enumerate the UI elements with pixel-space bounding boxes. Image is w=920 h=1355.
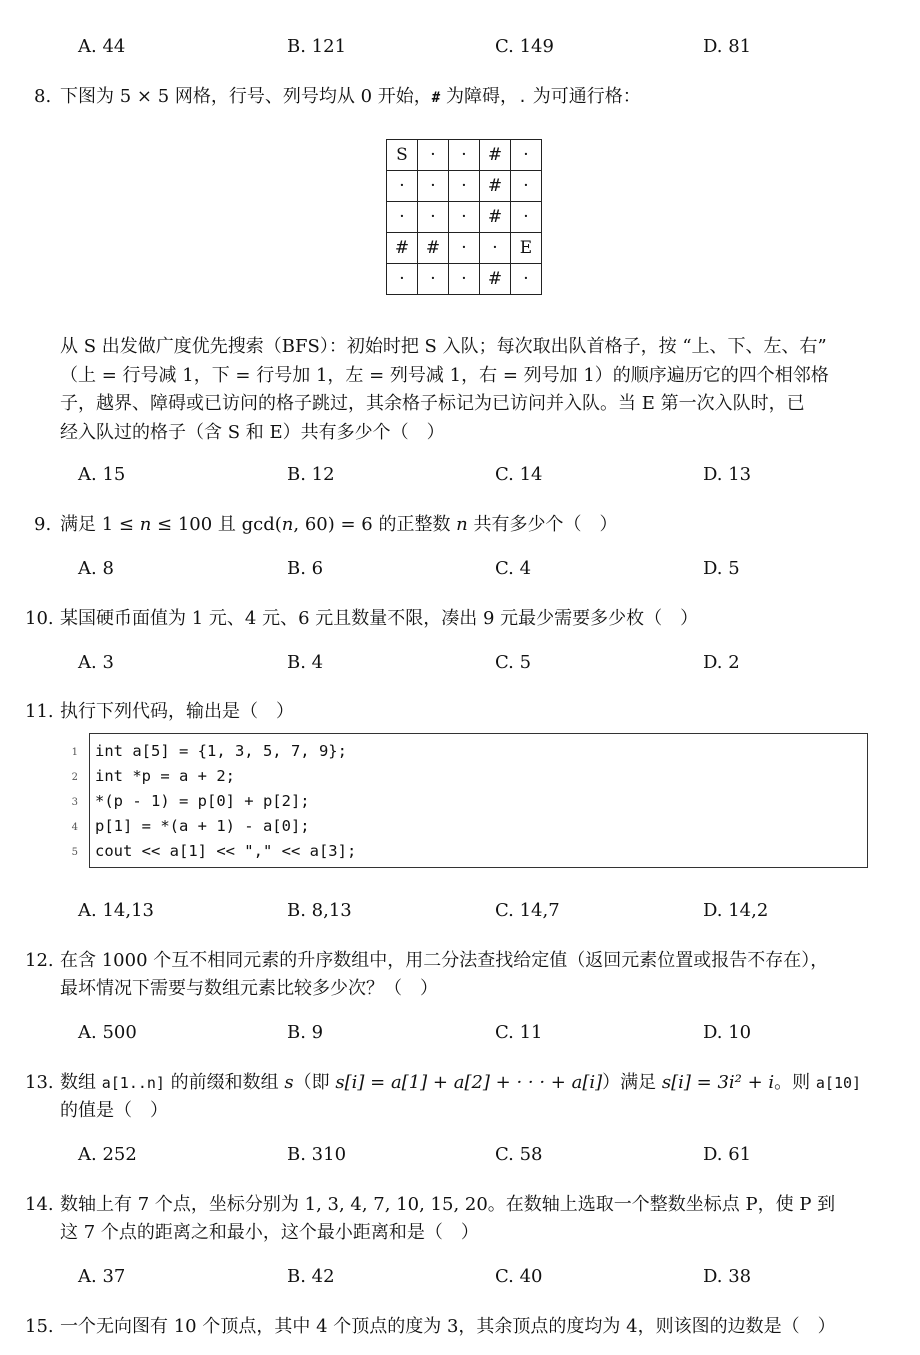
q10-option-a[interactable]: A. 3 [78, 652, 114, 673]
grid-cell: · [387, 171, 418, 202]
grid-cell: · [511, 202, 542, 233]
q13-var-s: s [284, 1072, 294, 1093]
q10-option-c[interactable]: C. 5 [495, 652, 532, 673]
grid-row [387, 171, 542, 202]
q13-code-a10: a[10] [815, 1074, 862, 1092]
q8-intro-dot: . [517, 88, 527, 106]
grid-cell: · [511, 171, 542, 202]
q12-option-d[interactable]: D. 10 [703, 1022, 752, 1043]
q8-option-d[interactable]: D. 13 [703, 464, 752, 485]
q13-code-array: a[1..n] [101, 1074, 165, 1092]
q13-number: 13. [25, 1072, 54, 1093]
q13-formula-prefix-sum: s[i] = a[1] + a[2] + · · · + a[i] [335, 1072, 603, 1093]
q9-text-b: ≤ 100 且 gcd( [151, 514, 282, 535]
q9-option-a[interactable]: A. 8 [78, 558, 114, 579]
q8-option-a[interactable]: A. 15 [78, 464, 126, 485]
q14-number: 14. [25, 1194, 54, 1215]
q11-option-d[interactable]: D. 14,2 [703, 900, 769, 921]
q8-option-c[interactable]: C. 14 [495, 464, 543, 485]
q13-question-line-1 [60, 1074, 861, 1092]
q8-intro-text-c: 为可通行格： [526, 86, 641, 107]
q13-text-c: （即 [293, 1072, 336, 1093]
grid-cell: # [387, 233, 418, 264]
code-line: p[1] = *(a + 1) - a[0]; [95, 817, 310, 835]
grid-row [387, 202, 542, 233]
grid-cell: · [387, 202, 418, 233]
grid-cell: # [480, 202, 511, 233]
q11-number: 11. [25, 701, 54, 722]
code-line: cout << a[1] << "," << a[3]; [95, 842, 357, 860]
q9-option-d[interactable]: D. 5 [703, 558, 740, 579]
grid-row [387, 264, 542, 295]
q10-number: 10. [25, 608, 54, 629]
q13-option-c[interactable]: C. 58 [495, 1144, 543, 1165]
q10-question: 某国硬币面值为 1 元、4 元、6 元且数量不限，凑出 9 元最少需要多少枚（ ） [60, 608, 699, 629]
q11-option-c[interactable]: C. 14,7 [495, 900, 560, 921]
code-line: int a[5] = {1, 3, 5, 7, 9}; [95, 742, 347, 760]
grid-cell: · [418, 171, 449, 202]
q9-var-n: n [456, 514, 468, 535]
q13-option-a[interactable]: A. 252 [78, 1144, 137, 1165]
q13-text-d: ）满足 [602, 1072, 662, 1093]
q14-question-line-1: 数轴上有 7 个点，坐标分别为 1, 3, 4, 7, 10, 15, 20。在数轴上选取一个整数坐标点 P，使 P 到 [60, 1194, 836, 1215]
q13-question-line-2: 的值是（ ） [60, 1100, 168, 1121]
grid-cell: S [387, 140, 418, 171]
q11-question: 执行下列代码，输出是（ ） [60, 701, 294, 722]
q15-number: 15. [25, 1316, 54, 1337]
q13-text-b: 的前缀和数组 [164, 1072, 285, 1093]
grid-cell: # [480, 264, 511, 295]
grid-cell: · [449, 140, 480, 171]
grid-cell: · [511, 140, 542, 171]
q13-text-a: 数组 [60, 1072, 102, 1093]
q7-option-a[interactable]: A. 44 [78, 36, 126, 57]
q8-intro-hash: # [431, 90, 441, 106]
grid-cell: E [511, 233, 542, 264]
bfs-grid [386, 139, 542, 295]
q9-text-c: , 60) = 6 的正整数 [293, 514, 457, 535]
code-line-number: 5 [71, 847, 78, 858]
q8-intro-text-b: 为障碍， [440, 86, 518, 107]
q8-option-b[interactable]: B. 12 [287, 464, 335, 485]
grid-row [387, 140, 542, 171]
q8-intro-text-a: 下图为 5 × 5 网格，行号、列号均从 0 开始， [60, 86, 432, 107]
q12-question-line-2: 最坏情况下需要与数组元素比较多少次？（ ） [60, 978, 438, 999]
grid-cell: · [449, 264, 480, 295]
grid-cell: · [418, 202, 449, 233]
q13-option-d[interactable]: D. 61 [703, 1144, 752, 1165]
q11-option-b[interactable]: B. 8,13 [287, 900, 352, 921]
q8-paragraph-line-1: 从 S 出发做广度优先搜索（BFS）：初始时把 S 入队；每次取出队首格子，按 “上、下、左、右” [60, 336, 827, 357]
grid-cell: · [511, 264, 542, 295]
q10-option-b[interactable]: B. 4 [287, 652, 324, 673]
q12-option-c[interactable]: C. 11 [495, 1022, 543, 1043]
code-line: int *p = a + 2; [95, 767, 235, 785]
q7-option-d[interactable]: D. 81 [703, 36, 752, 57]
q12-number: 12. [25, 950, 54, 971]
q10-option-d[interactable]: D. 2 [703, 652, 740, 673]
q15-question: 一个无向图有 10 个顶点，其中 4 个顶点的度为 3，其余顶点的度均为 4，则该图的边数是（ ） [60, 1316, 836, 1337]
q12-question-line-1: 在含 1000 个互不相同元素的升序数组中，用二分法查找给定值（返回元素位置或报告不存在）， [60, 950, 829, 971]
q9-var-n: n [139, 514, 152, 535]
q9-question [60, 516, 618, 534]
q8-paragraph-line-2: （上 = 行号减 1，下 = 行号加 1，左 = 列号减 1，右 = 列号加 1）的顺序遍历它的四个相邻格 [60, 365, 829, 386]
q8-intro [60, 88, 641, 106]
q11-option-a[interactable]: A. 14,13 [78, 900, 154, 921]
q12-option-b[interactable]: B. 9 [287, 1022, 324, 1043]
grid-cell: · [449, 202, 480, 233]
q9-number: 9. [34, 514, 52, 535]
grid-cell: · [418, 264, 449, 295]
q8-paragraph-line-4: 经入队过的格子（含 S 和 E）共有多少个（ ） [60, 422, 445, 443]
q8-number: 8. [34, 86, 52, 107]
q14-question-line-2: 这 7 个点的距离之和最小，这个最小距离和是（ ） [60, 1222, 479, 1243]
code-line-number: 1 [71, 747, 78, 758]
q14-option-d[interactable]: D. 38 [703, 1266, 752, 1287]
grid-cell: · [387, 264, 418, 295]
q7-option-b[interactable]: B. 121 [287, 36, 347, 57]
q13-option-b[interactable]: B. 310 [287, 1144, 347, 1165]
code-line-number: 4 [71, 822, 78, 833]
q9-option-b[interactable]: B. 6 [287, 558, 324, 579]
grid-row [387, 233, 542, 264]
q14-option-a[interactable]: A. 37 [78, 1266, 126, 1287]
code-line-number: 3 [71, 797, 78, 808]
q9-var-n: n [281, 514, 294, 535]
code-line-number: 2 [71, 772, 78, 783]
q8-paragraph-line-3: 子，越界、障碍或已访问的格子跳过，其余格子标记为已访问并入队。当 E 第一次入队时，已 [60, 393, 805, 414]
q9-text-a: 满足 1 ≤ [60, 514, 140, 535]
q13-formula-given: s[i] = 3i² + i [661, 1072, 775, 1093]
grid-cell: · [449, 233, 480, 264]
grid-cell: · [449, 171, 480, 202]
q14-option-b[interactable]: B. 42 [287, 1266, 335, 1287]
q9-text-d: 共有多少个（ ） [467, 514, 618, 535]
grid-cell: # [480, 140, 511, 171]
grid-cell: · [480, 233, 511, 264]
grid-cell: · [418, 140, 449, 171]
code-line: *(p - 1) = p[0] + p[2]; [95, 792, 310, 810]
q14-option-c[interactable]: C. 40 [495, 1266, 543, 1287]
grid-cell: # [418, 233, 449, 264]
q7-option-c[interactable]: C. 149 [495, 36, 554, 57]
q13-text-e: 。则 [774, 1072, 816, 1093]
q9-option-c[interactable]: C. 4 [495, 558, 532, 579]
grid-cell: # [480, 171, 511, 202]
q12-option-a[interactable]: A. 500 [78, 1022, 137, 1043]
